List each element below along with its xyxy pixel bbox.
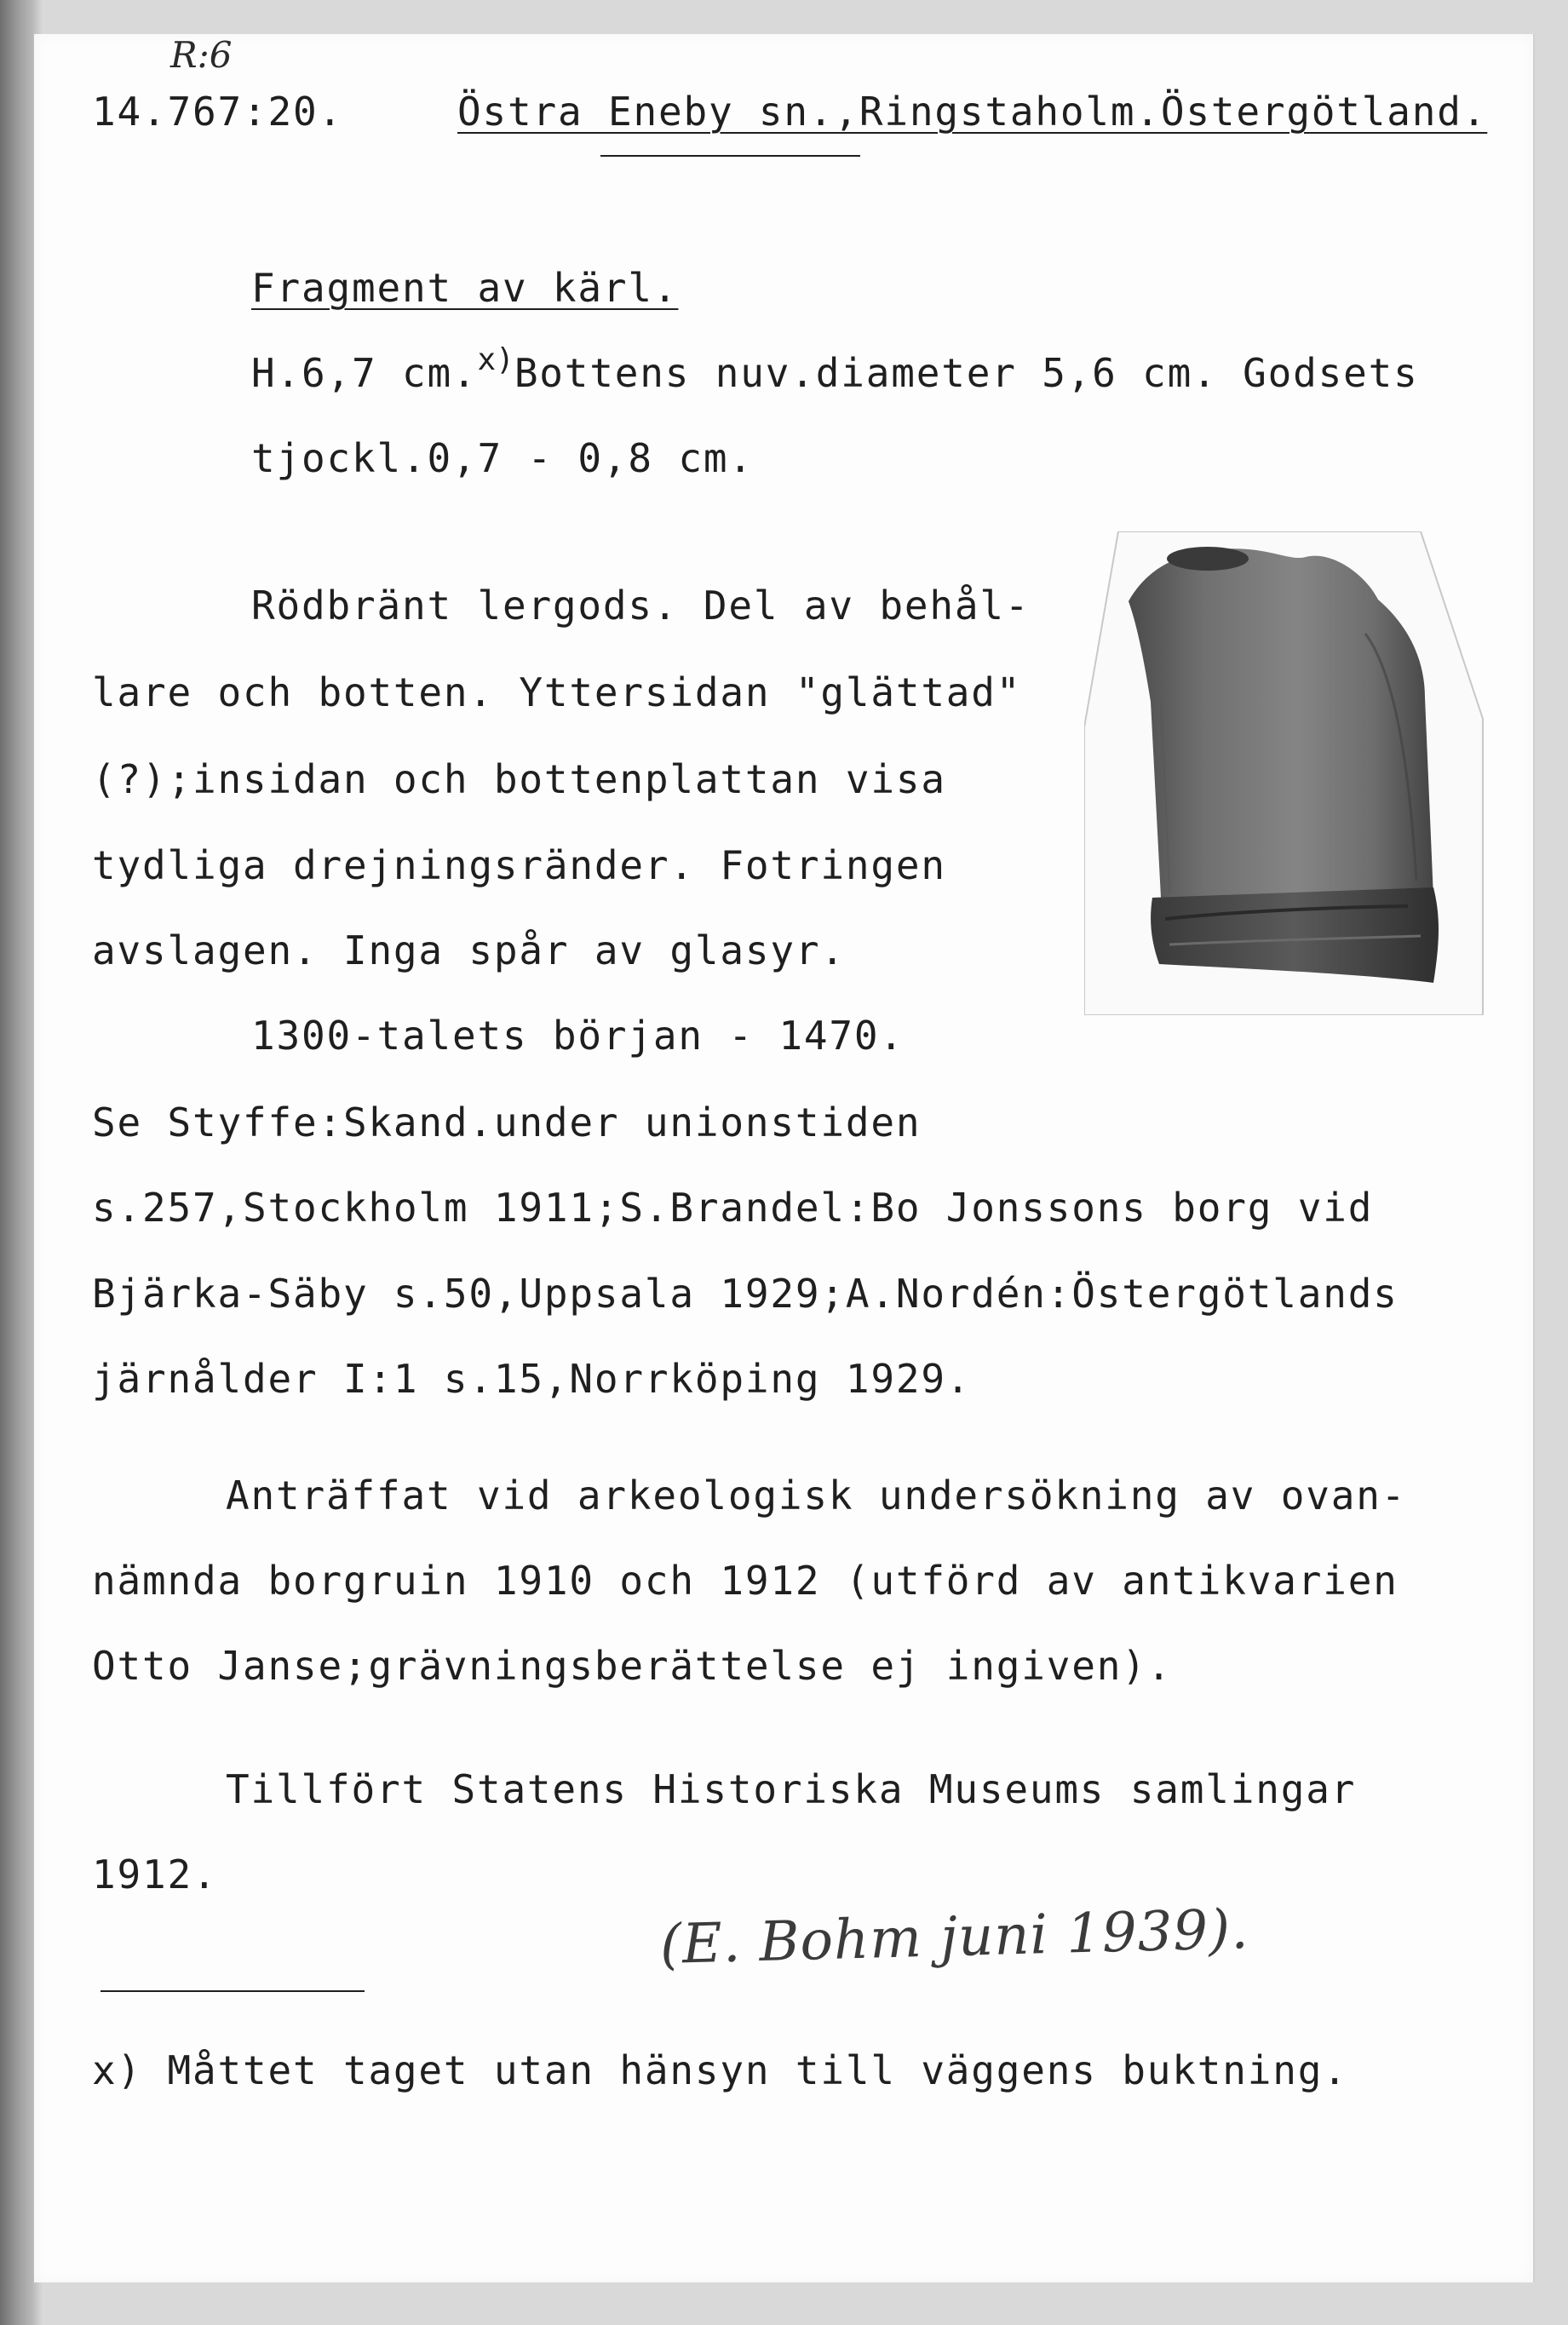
- reference-mark: R:6: [170, 34, 233, 76]
- description-line-4: tydliga drejningsränder. Fotringen: [92, 842, 946, 888]
- description-line-3: (?);insidan och bottenplattan visa: [92, 756, 946, 802]
- find-location: Östra Eneby sn.,Ringstaholm.Östergötland.: [457, 89, 1488, 135]
- literature-line-3: Bjärka-Säby s.50,Uppsala 1929;A.Nordén:Östergötlands: [92, 1271, 1399, 1317]
- find-line-1: Anträffat vid arkeologisk undersökning av ovan-: [226, 1472, 1407, 1518]
- footnote-text: x) Måttet taget utan hänsyn till väggens buktning.: [92, 2047, 1348, 2093]
- inventory-number: 14.767:20.: [92, 89, 343, 135]
- footnote-separator: [101, 1990, 365, 1992]
- artifact-photo: [1084, 531, 1485, 1015]
- dating-line: 1300-talets början - 1470.: [251, 1013, 905, 1059]
- find-line-2: nämnda borgruin 1910 och 1912 (utförd av antikvarien: [92, 1558, 1399, 1604]
- description-line-1: Rödbränt lergods. Del av behål-: [251, 583, 1031, 629]
- literature-line-4: järnålder I:1 s.15,Norrköping 1929.: [92, 1356, 972, 1402]
- location-underline-rule: [600, 155, 860, 157]
- object-heading: Fragment av kärl.: [251, 265, 679, 311]
- measure-line-1: [251, 342, 1419, 396]
- find-line-3: Otto Janse;grävningsberättelse ej ingiven).: [92, 1643, 1173, 1689]
- measure-line-2: tjockl.0,7 - 0,8 cm.: [251, 435, 754, 481]
- vessel-fragment-photo: [1084, 531, 1485, 1015]
- handwritten-signature: (E. Bohm juni 1939).: [659, 1897, 1250, 1978]
- diameter-thickness-measure: Bottens nuv.diameter 5,6 cm. Godsets: [514, 350, 1419, 396]
- description-line-2: lare och botten. Yttersidan "glättad": [92, 669, 1022, 715]
- accession-line-1: Tillfört Statens Historiska Museums samlingar: [226, 1766, 1357, 1812]
- accession-line-2: 1912.: [92, 1851, 218, 1897]
- catalog-card: [34, 34, 1535, 2282]
- literature-line-2: s.257,Stockholm 1911;S.Brandel:Bo Jonssons borg vid: [92, 1185, 1374, 1231]
- literature-line-1: Se Styffe:Skand.under unionstiden: [92, 1099, 922, 1145]
- footnote-marker: x): [477, 342, 514, 377]
- description-line-5: avslagen. Inga spår av glasyr.: [92, 927, 846, 973]
- height-measure: H.6,7 cm.: [251, 350, 478, 396]
